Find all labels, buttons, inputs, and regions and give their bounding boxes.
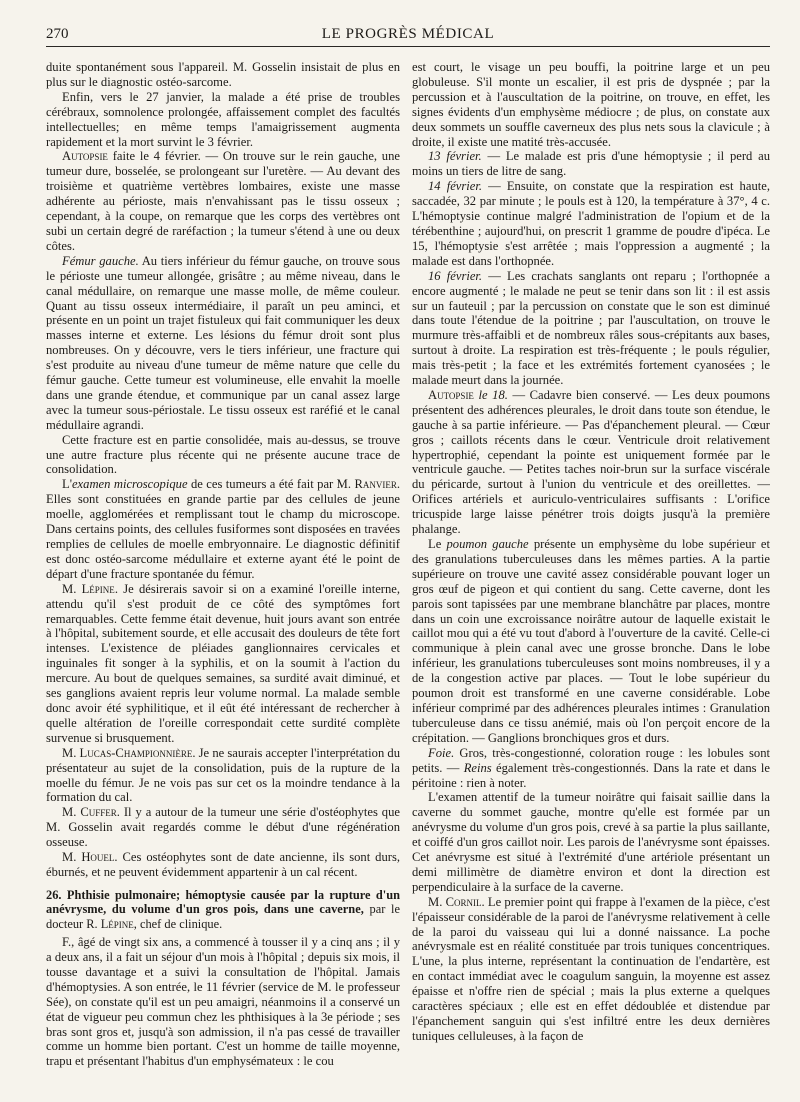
paragraph: L'examen microscopique de ces tumeurs a été fait par M. Ranvier. Elles sont constituées en grande partie par des cellules de jeune moelle, agglomérées et remplissant tout le champ du microscope. Dans certains points, des cellules fusiformes sont disposées en travées remplies de cellules de moelle embryonnaire. Le diagnostic définitif est donc ostéo-sarcome médullaire et externe ayant été le point de départ d'une fracture spontanée du fémur. [46,477,400,581]
paragraph: est court, le visage un peu bouffi, la poitrine large et un peu globuleuse. S'il monte un escalier, il est pris de dyspnée ; par la percussion et à l'auscultation de la poitrine, on trouve, en effet, les signes évidents d'un emphysème médiocre ; de plus, on constate aux deux sommets un souffle caverneux des plus nets sous la clavicule ; à droite, il existe une matité très-accusée. [412,60,770,149]
article-heading: 26. Phthisie pulmonaire; hémoptysie causée par la rupture d'un anévrysme, du volume d'un gros pois, dans une caverne, par le docteur R. Lépine, chef de clinique. [46,887,400,931]
page-header [46,24,770,47]
paragraph: Autopsie le 18. — Cadavre bien conservé. — Les deux poumons présentent des adhérences pleurales, le droit dans toute son étendue, le gauche à sa partie inférieure. — Pas d'épanchement pleural. — Cœur gros ; caillots récents dans le cœur. Ventricule droit relativement hypertrophié, cependant la pointe est uniquement formée par le ventricule gauche. — Petites taches noir-brun sur la surface viscérale du péricarde, surtout à l'union du ventricule et des oreillettes. — Orifices artériels et auriculo-ventriculaires suffisants : L'orifice tricuspide large laisse pénétrer trois doigts jusqu'à la première phalange. [412,387,770,537]
paragraph: M. Cornil. Le premier point qui frappe à l'examen de la pièce, c'est l'épaisseur considérable de la paroi de l'anévrysme relativement à celle de la paroi du vaisseau qui lui a donné naissance. La poche anévrysmale est en réalité constituée par trois tuniques concentriques. L'une, la plus interne, représentant la continuation de l'endartère, est en contact immédiat avec le coagulum sanguin, la moyenne est assez épaisse et n'offre rien de spécial ; mais la plus externe a quelques caractères spéciaux ; elle est en effet dédoublée et distendue par l'épanchement sanguin qui s'est infiltré entre les deux dernières tuniques celluleuses, à la façon de [412,894,770,1043]
right-column [412,60,770,1092]
page-number: 270 [46,26,69,42]
paragraph: Autopsie faite le 4 février. — On trouve sur le rein gauche, une tumeur dure, bosselée, se prolongeant sur l'uretère. — Au devant des troisième et quatrième vertèbres lombaires, existe une masse adhérente au périoste, mais n'envahissant pas le tissu osseux ; cependant, à la coupe, on remarque que les corps des vertèbres ont subi un certain degré de raréfaction ; la tumeur s'étend à une ou deux côtes. [46,149,400,253]
paragraph: M. Lucas-Championnière. Je ne saurais accepter l'interprétation du présentateur au sujet de la consolidation, puis de la rupture de la moelle du fémur. Je ne vois pas sur cet os la moindre tendance à la formation du cal. [46,745,400,805]
paragraph: Fémur gauche. Au tiers inférieur du fémur gauche, on trouve sous le périoste une tumeur allongée, grisâtre ; au même niveau, dans le canal médullaire, on remarque une masse molle, de même couleur. Quant au tissu osseux intermédiaire, il paraît un peu aminci, et présente en un point un trajet fistuleux qui fait communiquer les deux masses interne et externe. Les lésions du fémur droit sont plus nombreuses. On y découvre, vers le tiers inférieur, une fracture qui s'est produite au niveau d'une tumeur de même nature que celle du fémur gauche. Cette tumeur est volumineuse, elle envahit la moelle dans une grande étendue, et communique par un canal assez large avec la tumeur sous-périostale. Le tissu osseux est raréfié et le canal médullaire agrandi. [46,253,400,432]
paragraph: 14 février. — Ensuite, on constate que la respiration est haute, saccadée, 32 par minute ; le pouls est à 120, la température à 37°, 4 c. L'hémoptysie continue malgré l'administration de l'opium et de la térébenthine ; aujourd'hui, on prescrit 1 gramme de poudre d'ipéca. Le 15, l'hémoptysie s'est arrêtée ; mais l'oppression a augmenté ; la malade est dans l'orthopnée. [412,179,770,268]
paragraph: 16 février. — Les crachats sanglants ont reparu ; l'orthopnée a encore augmenté ; le malade ne peut se tenir dans son lit : il est assis sur un fauteuil ; par la percussion on constate que le son est diminué dans toute l'étendue de la poitrine ; par l'auscultation, on trouve le murmure très-affaibli et de nombreux râles sous-crépitants aux bases, surtout à droite. La respiration est très-fréquente ; le pouls régulier, mais très-petit ; la face et les extrémités fortement cyanosées ; le malade meurt dans la journée. [412,268,770,388]
paragraph: Le poumon gauche présente un emphysème du lobe supérieur et des granulations tuberculeuses dans les mêmes parties. A la partie supérieure on trouve une cavité assez considérable pouvant loger un gros œuf de pigeon et qui contient du sang. Cette caverne, dont les parois sont tapissées par une membrane blanchâtre par places, montre dans un coin une excroissance noirâtre autour de laquelle existait le caillot mou qui a été vu tout d'abord à l'ouverture de la cavité. Celle-ci communique à plein canal avec une grosse bronche. Dans le lobe inférieur, les granulations tuberculeuses sont moins nombreuses, il y a de la congestion active par places. — Tout le lobe supérieur du poumon droit est transformé en une caverne considérable. Lobe inférieur comprimé par des adhérences pleurales intimes : Granulation tuberculeuse dans ce tissu anémié, mais où l'on perçoit encore de la crépitation. — Ganglions bronchiques gros et durs. [412,537,770,745]
paragraph: M. Houel. Ces ostéophytes sont de date ancienne, ils sont durs, éburnés, et ne peuvent évidemment appartenir à un cal récent. [46,850,400,879]
paragraph: Cette fracture est en partie consolidée, mais au-dessus, se trouve une autre fracture plus récente qui ne présente aucune trace de consolidation. [46,432,400,477]
left-column [46,60,400,1092]
paragraph: F., âgé de vingt six ans, a commencé à tousser il y a cinq ans ; il y a deux ans, il a fait un séjour d'un mois à l'hôpital ; depuis six mois, il tousse davantage et a suivi la consultation de l'hôpital. Jamais d'hémoptysies. A son entrée, le 11 février (service de M. le professeur Sée), on constate qu'il est un peu amaigri, néanmoins il a conservé un état de vigueur peu commun chez les phthisiques à la 3e période ; ses bras sont gros et, jusqu'à son admission, il n'a pas cessé de travailler comme un homme bien portant. C'est un homme de taille moyenne, trapu et présentant l'habitus d'un emphysémateux : le cou [46,935,400,1069]
paragraph: Foie. Gros, très-congestionné, coloration rouge : les lobules sont petits. — Reins également très-congestionnés. Dans la rate et dans le péritoine : rien à noter. [412,745,770,790]
paragraph: Enfin, vers le 27 janvier, la malade a été prise de troubles cérébraux, somnolence prolongée, affaissement complet des facultés intellectuelles; en même temps l'amaigrissement augmenta rapidement et la mort survint le 3 février. [46,89,400,149]
paragraph: M. Cuffer. Il y a autour de la tumeur une série d'ostéophytes que M. Gosselin avait regardés comme le début d'une régénération osseuse. [46,805,400,850]
paragraph: L'examen attentif de la tumeur noirâtre qui faisait saillie dans la caverne du sommet gauche, montre qu'elle est formée par un anévrysme du volume d'un gros pois, crevé à sa partie la plus saillante, et coiffé d'un gros caillot noir. Les parois de l'anévrysme sont épaisses. Cet anévrysme est situé à l'extrémité d'une artériole présentant un demi millimètre de diamètre environ et dont la direction est perpendiculaire à la surface de la caverne. [412,790,770,894]
paragraph: 13 février. — Le malade est pris d'une hémoptysie ; il perd au moins un tiers de litre de sang. [412,149,770,179]
paragraph: duite spontanément sous l'appareil. M. Gosselin insistait de plus en plus sur le diagnostic ostéo-sarcome. [46,60,400,89]
paragraph: M. Lépine. Je désirerais savoir si on a examiné l'oreille interne, attendu qu'il s'est produit de ce côté des symptômes fort remarquables. Cette femme était devenue, huit jours avant son entrée à l'hôpital, subitement sourde, et elle accusait des douleurs de tête fort intenses. L'existence de pléiades ganglionnaires cervicales et inguinales fit songer à la syphilis, et on la soumit à l'action du mercure. Au bout de quelques semaines, sa surdité avait diminué, et ses ganglions avaient repris leur volume normal. La malade semble donc avoir été syphilitique, et il eût été intéressant de rechercher à quelle altération de l'oreille correspondait cette surdité complète survenue si brusquement. [46,581,400,745]
running-title: LE PROGRÈS MÉDICAL [321,26,495,42]
